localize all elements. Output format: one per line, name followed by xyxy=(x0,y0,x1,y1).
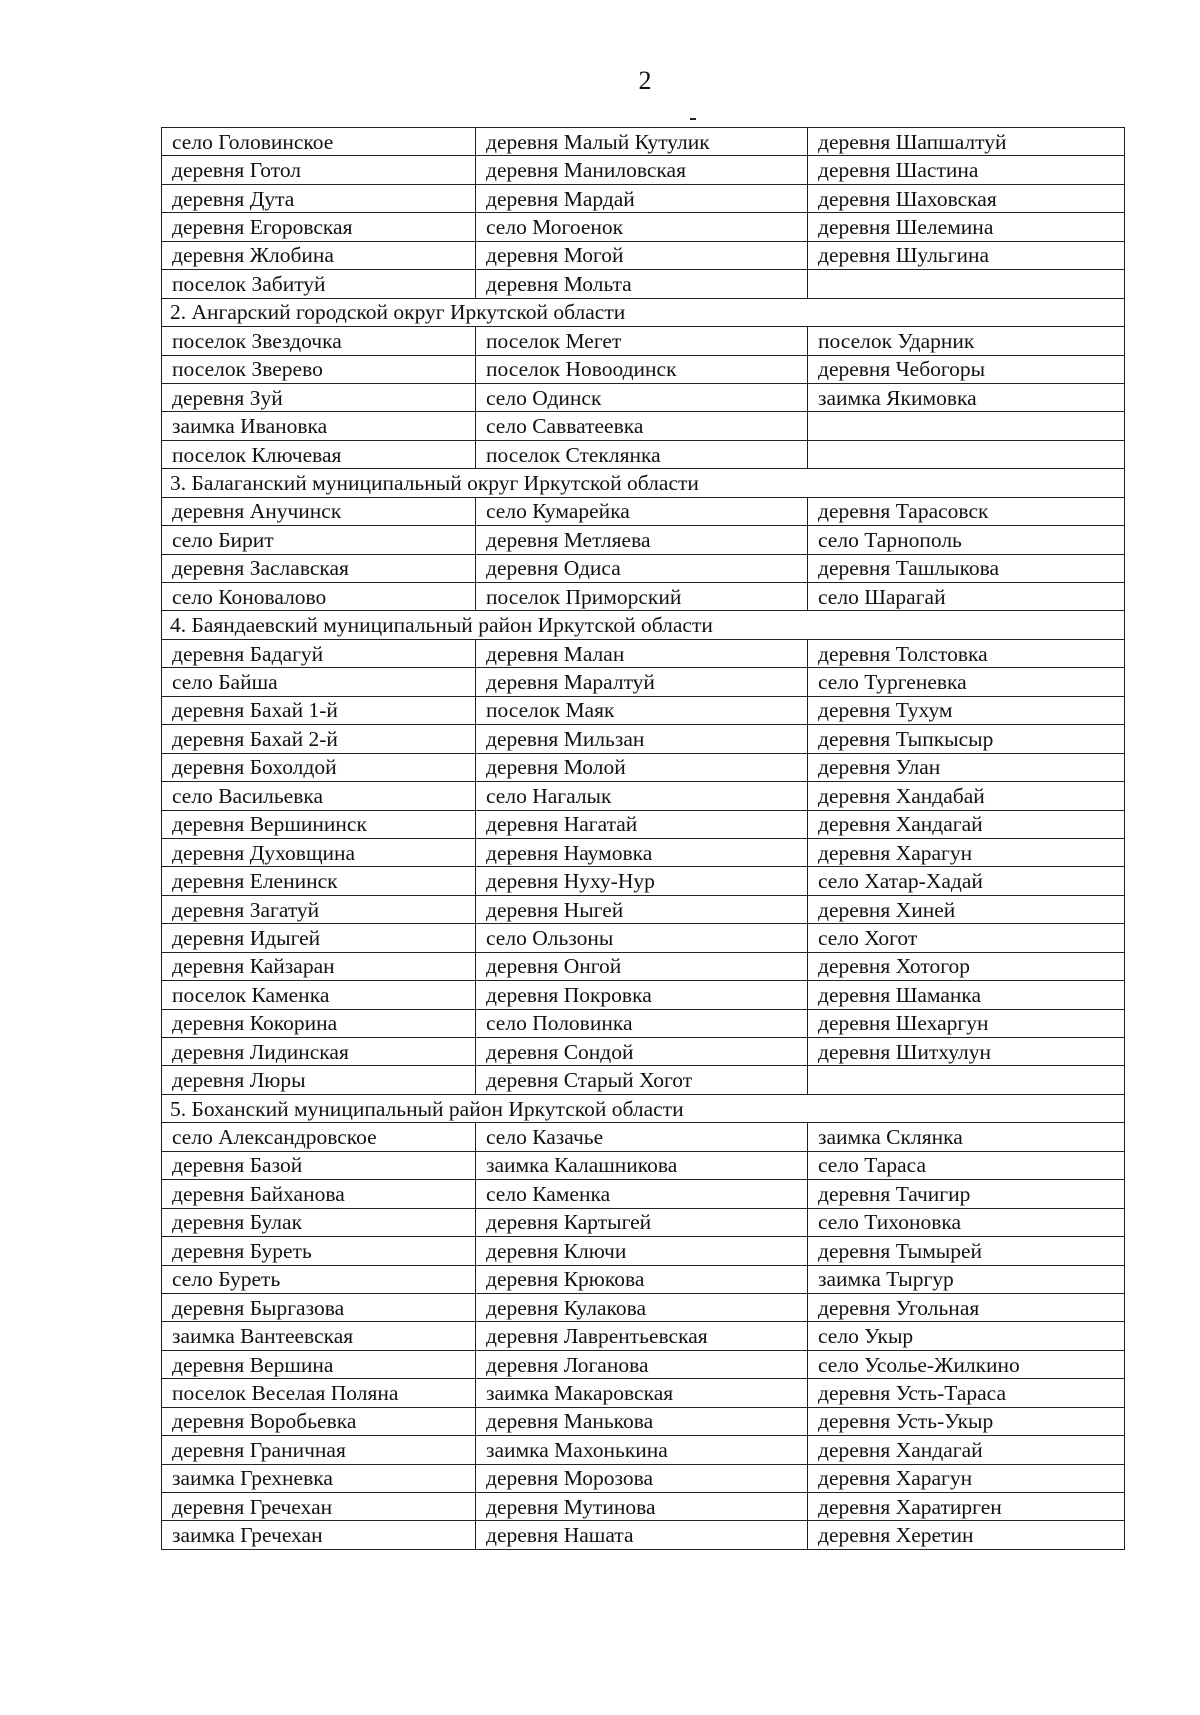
section-title: 5. Боханский муниципальный район Иркутской области xyxy=(162,1094,1125,1122)
table-row xyxy=(162,1208,1125,1236)
table-row xyxy=(162,1407,1125,1435)
settlement-cell: деревня Малый Кутулик xyxy=(476,128,808,156)
table-row xyxy=(162,1350,1125,1378)
settlement-cell: деревня Крюкова xyxy=(476,1265,808,1293)
settlement-cell: село Бирит xyxy=(162,526,476,554)
settlement-cell: село Байша xyxy=(162,668,476,696)
settlement-cell: село Тараса xyxy=(808,1151,1125,1179)
settlement-cell: деревня Чебогоры xyxy=(808,355,1125,383)
settlement-cell: деревня Лидинская xyxy=(162,1038,476,1066)
section-title: 4. Баяндаевский муниципальный район Иркутской области xyxy=(162,611,1125,639)
settlement-cell: заимка Макаровская xyxy=(476,1379,808,1407)
settlement-cell xyxy=(808,412,1125,440)
settlement-cell: поселок Маяк xyxy=(476,696,808,724)
settlement-cell: деревня Логанова xyxy=(476,1350,808,1378)
settlement-cell: деревня Кокорина xyxy=(162,1009,476,1037)
settlement-cell: поселок Каменка xyxy=(162,981,476,1009)
settlement-cell: деревня Тухум xyxy=(808,696,1125,724)
section-header-row xyxy=(162,298,1125,326)
settlement-cell: село Ользоны xyxy=(476,924,808,952)
settlement-cell: деревня Егоровская xyxy=(162,213,476,241)
settlement-cell: поселок Ключевая xyxy=(162,440,476,468)
settlement-cell: село Коновалово xyxy=(162,583,476,611)
settlement-cell: деревня Маниловская xyxy=(476,156,808,184)
settlement-cell: заимка Тыргур xyxy=(808,1265,1125,1293)
settlement-cell: поселок Ударник xyxy=(808,327,1125,355)
settlement-cell: деревня Мильзан xyxy=(476,725,808,753)
settlement-cell xyxy=(808,440,1125,468)
settlement-cell: деревня Байханова xyxy=(162,1180,476,1208)
table-row xyxy=(162,1521,1125,1549)
settlement-cell: деревня Метляева xyxy=(476,526,808,554)
settlement-cell: деревня Кайзаран xyxy=(162,952,476,980)
settlement-cell: деревня Бохолдой xyxy=(162,753,476,781)
settlement-cell: деревня Анучинск xyxy=(162,497,476,525)
settlement-cell: деревня Вершининск xyxy=(162,810,476,838)
settlement-cell: село Половинка xyxy=(476,1009,808,1037)
settlement-cell xyxy=(808,270,1125,298)
settlement-cell: деревня Шульгина xyxy=(808,241,1125,269)
table-row xyxy=(162,412,1125,440)
table-row xyxy=(162,526,1125,554)
section-header-row xyxy=(162,611,1125,639)
table-row xyxy=(162,952,1125,980)
settlement-cell xyxy=(808,1066,1125,1094)
settlement-cell: заимка Калашникова xyxy=(476,1151,808,1179)
table-row xyxy=(162,241,1125,269)
settlement-cell: деревня Шитхулун xyxy=(808,1038,1125,1066)
settlement-cell: деревня Онгой xyxy=(476,952,808,980)
settlement-cell: деревня Ныгей xyxy=(476,895,808,923)
section-header-row xyxy=(162,469,1125,497)
settlement-cell: деревня Маралтуй xyxy=(476,668,808,696)
table-row xyxy=(162,128,1125,156)
settlement-cell: деревня Ключи xyxy=(476,1237,808,1265)
settlement-cell: село Шарагай xyxy=(808,583,1125,611)
table-row xyxy=(162,981,1125,1009)
table-row xyxy=(162,156,1125,184)
settlement-cell: заимка Махонькина xyxy=(476,1436,808,1464)
settlement-cell: село Казачье xyxy=(476,1123,808,1151)
settlement-cell: деревня Хиней xyxy=(808,895,1125,923)
table-row xyxy=(162,639,1125,667)
settlement-cell: деревня Могой xyxy=(476,241,808,269)
settlement-cell: деревня Харагун xyxy=(808,838,1125,866)
settlement-cell: село Буреть xyxy=(162,1265,476,1293)
settlement-cell: деревня Толстовка xyxy=(808,639,1125,667)
settlement-cell: деревня Тачигир xyxy=(808,1180,1125,1208)
settlement-cell: заимка Склянка xyxy=(808,1123,1125,1151)
settlement-cell: село Могоенок xyxy=(476,213,808,241)
settlement-cell: деревня Тарасовск xyxy=(808,497,1125,525)
settlement-cell: деревня Загатуй xyxy=(162,895,476,923)
settlement-cell: деревня Хотогор xyxy=(808,952,1125,980)
settlement-cell: деревня Бахай 2-й xyxy=(162,725,476,753)
table-row xyxy=(162,1180,1125,1208)
settlement-cell: деревня Быргазова xyxy=(162,1293,476,1321)
settlement-cell: деревня Хандагай xyxy=(808,810,1125,838)
settlement-cell: деревня Булак xyxy=(162,1208,476,1236)
settlement-cell: деревня Шелемина xyxy=(808,213,1125,241)
settlement-cell: деревня Шаманка xyxy=(808,981,1125,1009)
settlement-cell: деревня Мардай xyxy=(476,184,808,212)
settlement-cell: деревня Мутинова xyxy=(476,1493,808,1521)
table-row xyxy=(162,270,1125,298)
table-row xyxy=(162,1379,1125,1407)
table-row xyxy=(162,753,1125,781)
settlement-cell: поселок Зверево xyxy=(162,355,476,383)
section-title: 3. Балаганский муниципальный округ Иркутской области xyxy=(162,469,1125,497)
settlement-cell: село Хатар-Хадай xyxy=(808,867,1125,895)
table-row xyxy=(162,1066,1125,1094)
table-row xyxy=(162,497,1125,525)
settlement-cell: поселок Звездочка xyxy=(162,327,476,355)
table-row xyxy=(162,583,1125,611)
table-row xyxy=(162,383,1125,411)
page-number: 2 xyxy=(638,66,652,95)
table-row xyxy=(162,924,1125,952)
table-row xyxy=(162,184,1125,212)
table-row xyxy=(162,1265,1125,1293)
settlement-cell: деревня Наумовка xyxy=(476,838,808,866)
table-row xyxy=(162,810,1125,838)
settlement-cell: село Тихоновка xyxy=(808,1208,1125,1236)
settlement-cell: деревня Вершина xyxy=(162,1350,476,1378)
settlement-cell: деревня Кулакова xyxy=(476,1293,808,1321)
table-row xyxy=(162,1237,1125,1265)
settlement-cell: деревня Хандабай xyxy=(808,782,1125,810)
settlement-cell: село Васильевка xyxy=(162,782,476,810)
settlement-cell: деревня Морозова xyxy=(476,1464,808,1492)
settlement-cell: поселок Новоодинск xyxy=(476,355,808,383)
settlement-cell: деревня Жлобина xyxy=(162,241,476,269)
table-row xyxy=(162,1493,1125,1521)
table-row xyxy=(162,725,1125,753)
settlement-cell: деревня Одиса xyxy=(476,554,808,582)
table-row xyxy=(162,895,1125,923)
scan-mark xyxy=(690,118,696,120)
table-row xyxy=(162,1009,1125,1037)
settlement-cell: деревня Старый Хогот xyxy=(476,1066,808,1094)
settlement-cell: деревня Улан xyxy=(808,753,1125,781)
settlement-cell: деревня Идыгей xyxy=(162,924,476,952)
table-row xyxy=(162,213,1125,241)
settlement-cell: деревня Малан xyxy=(476,639,808,667)
table-row xyxy=(162,838,1125,866)
section-title: 2. Ангарский городской округ Иркутской области xyxy=(162,298,1125,326)
settlement-cell: деревня Усть-Укыр xyxy=(808,1407,1125,1435)
settlement-cell: деревня Зуй xyxy=(162,383,476,411)
settlement-cell: деревня Воробьевка xyxy=(162,1407,476,1435)
settlement-cell: деревня Сондой xyxy=(476,1038,808,1066)
table-row xyxy=(162,1151,1125,1179)
settlement-cell: деревня Базой xyxy=(162,1151,476,1179)
settlement-cell: деревня Дута xyxy=(162,184,476,212)
settlement-cell: деревня Манькова xyxy=(476,1407,808,1435)
settlement-cell: деревня Херетин xyxy=(808,1521,1125,1549)
settlement-cell: село Одинск xyxy=(476,383,808,411)
settlement-cell: село Нагалык xyxy=(476,782,808,810)
table-row xyxy=(162,1436,1125,1464)
settlement-cell: деревня Еленинск xyxy=(162,867,476,895)
settlement-cell: деревня Ташлыкова xyxy=(808,554,1125,582)
table-row xyxy=(162,440,1125,468)
settlement-cell: деревня Буреть xyxy=(162,1237,476,1265)
settlement-cell: деревня Тыпкысыр xyxy=(808,725,1125,753)
settlement-cell: поселок Веселая Поляна xyxy=(162,1379,476,1407)
settlements-table-body xyxy=(162,128,1125,1550)
table-row xyxy=(162,554,1125,582)
table-row xyxy=(162,1464,1125,1492)
settlement-cell: заимка Грехневка xyxy=(162,1464,476,1492)
settlement-cell: село Укыр xyxy=(808,1322,1125,1350)
section-header-row xyxy=(162,1094,1125,1122)
settlement-cell: поселок Забитуй xyxy=(162,270,476,298)
settlement-cell: деревня Нагатай xyxy=(476,810,808,838)
settlement-cell: заимка Ивановка xyxy=(162,412,476,440)
settlement-cell: деревня Молой xyxy=(476,753,808,781)
table-row xyxy=(162,355,1125,383)
settlement-cell: деревня Нуху-Нур xyxy=(476,867,808,895)
settlement-cell: заимка Гречехан xyxy=(162,1521,476,1549)
settlement-cell: село Каменка xyxy=(476,1180,808,1208)
settlement-cell: село Савватеевка xyxy=(476,412,808,440)
settlement-cell: деревня Шаховская xyxy=(808,184,1125,212)
settlement-cell: деревня Хандагай xyxy=(808,1436,1125,1464)
settlement-cell: заимка Вантеевская xyxy=(162,1322,476,1350)
settlement-cell: деревня Тымырей xyxy=(808,1237,1125,1265)
settlement-cell: деревня Шехаргун xyxy=(808,1009,1125,1037)
table-row xyxy=(162,867,1125,895)
settlement-cell: деревня Харагун xyxy=(808,1464,1125,1492)
table-row xyxy=(162,782,1125,810)
settlement-cell: деревня Мольта xyxy=(476,270,808,298)
table-row xyxy=(162,1322,1125,1350)
settlement-cell: деревня Заславская xyxy=(162,554,476,582)
settlement-cell: деревня Бахай 1-й xyxy=(162,696,476,724)
settlement-cell: деревня Гречехан xyxy=(162,1493,476,1521)
table-row xyxy=(162,327,1125,355)
settlement-cell: село Кумарейка xyxy=(476,497,808,525)
settlement-cell: поселок Стеклянка xyxy=(476,440,808,468)
settlement-cell: село Тургеневка xyxy=(808,668,1125,696)
table-row xyxy=(162,1123,1125,1151)
settlement-cell: деревня Бадагуй xyxy=(162,639,476,667)
settlement-cell: деревня Шапшалтуй xyxy=(808,128,1125,156)
settlement-cell: деревня Нашата xyxy=(476,1521,808,1549)
settlement-cell: деревня Лаврентьевская xyxy=(476,1322,808,1350)
settlement-cell: село Александровское xyxy=(162,1123,476,1151)
settlement-cell: деревня Люры xyxy=(162,1066,476,1094)
table-row xyxy=(162,1038,1125,1066)
settlement-cell: деревня Граничная xyxy=(162,1436,476,1464)
settlement-cell: поселок Приморский xyxy=(476,583,808,611)
table-row xyxy=(162,696,1125,724)
settlement-cell: заимка Якимовка xyxy=(808,383,1125,411)
settlement-cell: деревня Усть-Тараса xyxy=(808,1379,1125,1407)
settlement-cell: село Хогот xyxy=(808,924,1125,952)
settlement-cell: поселок Мегет xyxy=(476,327,808,355)
settlement-cell: деревня Духовщина xyxy=(162,838,476,866)
settlement-cell: деревня Картыгей xyxy=(476,1208,808,1236)
settlement-cell: село Усолье-Жилкино xyxy=(808,1350,1125,1378)
settlement-cell: село Головинское xyxy=(162,128,476,156)
settlement-cell: деревня Шастина xyxy=(808,156,1125,184)
table-row xyxy=(162,668,1125,696)
table-row xyxy=(162,1293,1125,1321)
settlement-cell: деревня Готол xyxy=(162,156,476,184)
settlement-cell: деревня Харатирген xyxy=(808,1493,1125,1521)
settlement-cell: село Тарнополь xyxy=(808,526,1125,554)
settlement-cell: деревня Покровка xyxy=(476,981,808,1009)
settlements-table xyxy=(161,127,1125,1550)
settlement-cell: деревня Угольная xyxy=(808,1293,1125,1321)
